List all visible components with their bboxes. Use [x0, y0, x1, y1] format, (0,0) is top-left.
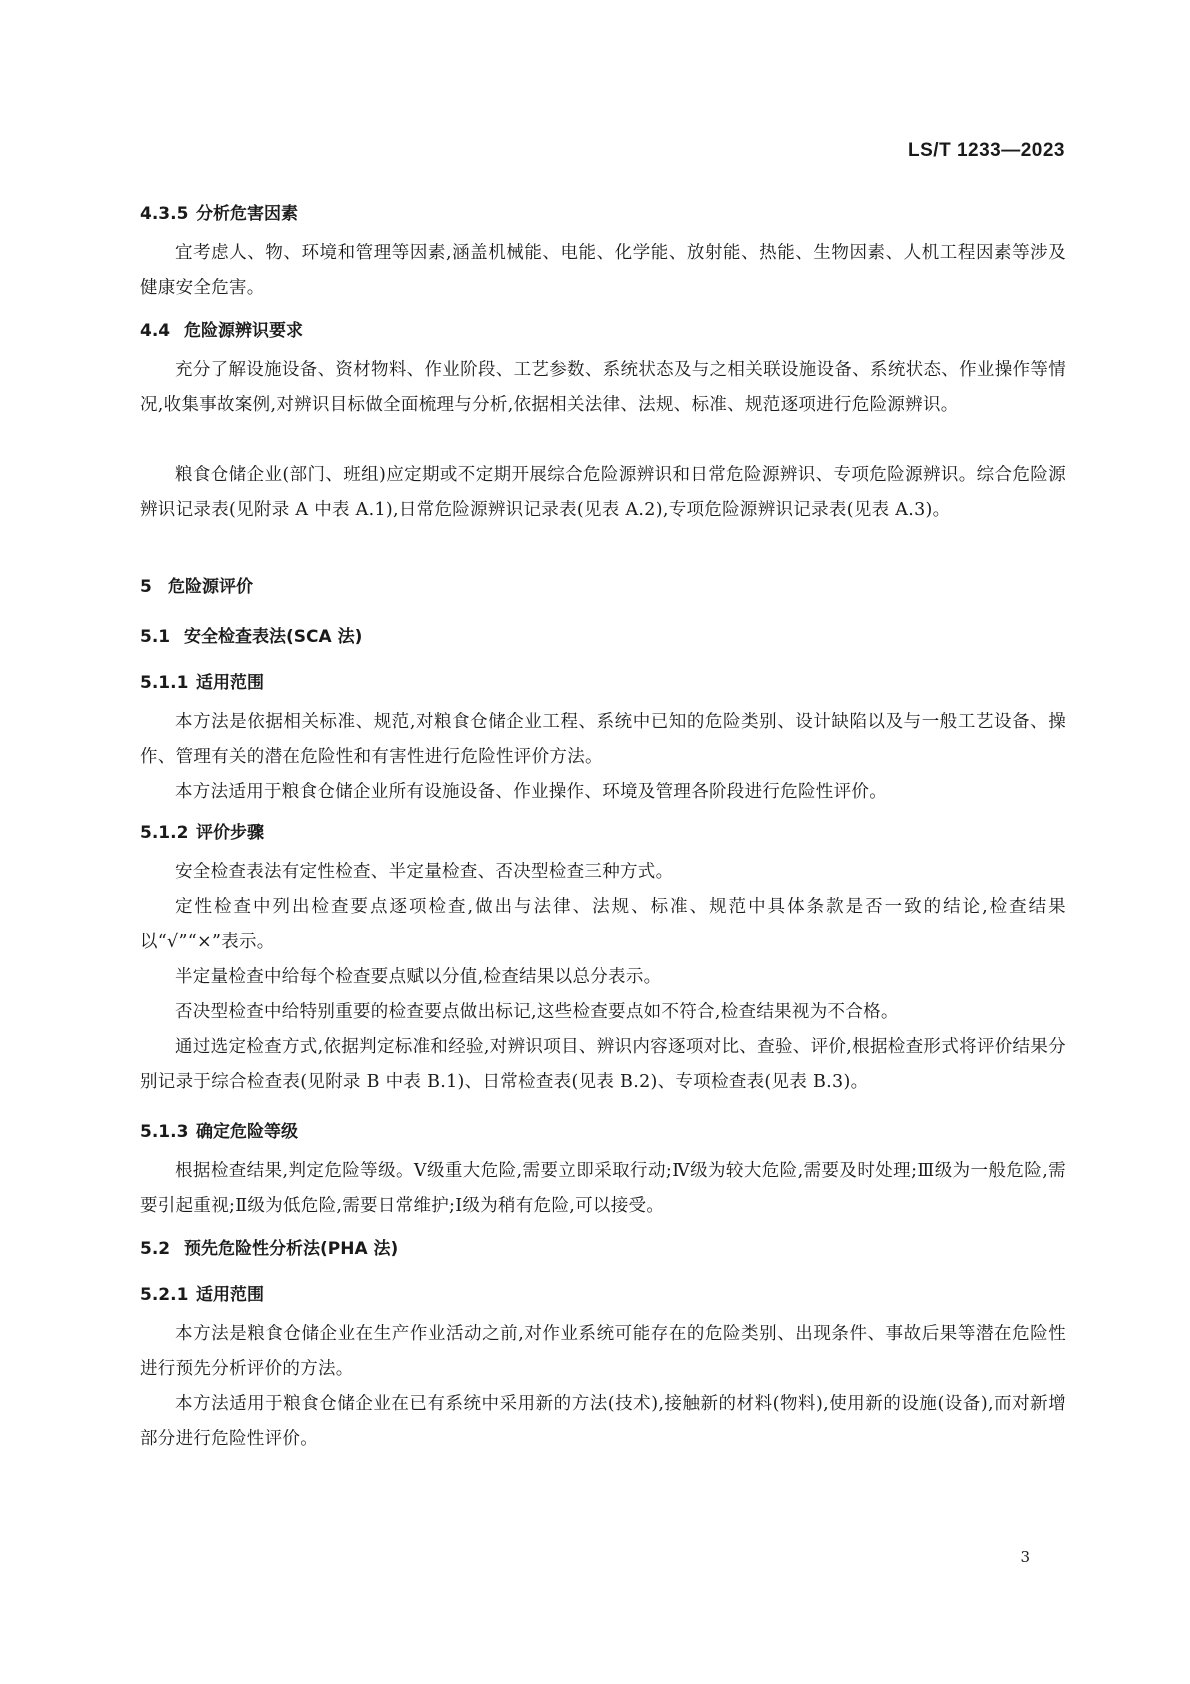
heading-5-2 [140, 1234, 398, 1259]
heading-5-1-2 [140, 818, 264, 843]
heading-title: 预先危险性分析法(PHA 法) [184, 1239, 399, 1259]
heading-number: 5.1.1 [140, 673, 189, 693]
heading-number: 5.2.1 [140, 1285, 189, 1305]
paragraph: 否决型检查中给特别重要的检查要点做出标记,这些检查要点如不符合,检查结果视为不合格。 [175, 1002, 899, 1022]
heading-4-4 [140, 316, 303, 341]
paragraph: 本方法是依据相关标准、规范,对粮食仓储企业工程、系统中已知的危险类别、设计缺陷以及与一般工艺设备、操作、管理有关的潜在危险性和有害性进行危险性评价方法。 [140, 712, 1066, 767]
heading-5 [140, 572, 253, 597]
paragraph: 通过选定检查方式,依据判定标准和经验,对辨识项目、辨识内容逐项对比、查验、评价,根据检查形式将评价结果分别记录于综合检查表(见附录 B 中表 B.1)、日常检查表(见表 B.2)、专项检查表(见表 B.3)。 [140, 1037, 1066, 1092]
heading-5-1-1 [140, 668, 264, 693]
paragraph: 粮食仓储企业(部门、班组)应定期或不定期开展综合危险源辨识和日常危险源辨识、专项危险源辨识。综合危险源辨识记录表(见附录 A 中表 A.1),日常危险源辨识记录表(见表 A.2),专项危险源辨识记录表(见表 A.3)。 [140, 465, 1066, 520]
heading-title: 分析危害因素 [196, 204, 298, 224]
heading-5-1-3 [140, 1117, 298, 1142]
heading-title: 危险源辨识要求 [184, 321, 303, 341]
heading-number: 4.3.5 [140, 204, 189, 224]
heading-title: 适用范围 [196, 673, 264, 693]
heading-number: 5.2 [140, 1239, 171, 1259]
paragraph: 定性检查中列出检查要点逐项检查,做出与法律、法规、标准、规范中具体条款是否一致的结论,检查结果以“√”“×”表示。 [140, 897, 1066, 952]
paragraph: 安全检查表法有定性检查、半定量检查、否决型检查三种方式。 [175, 862, 674, 882]
heading-5-1 [140, 622, 362, 647]
heading-number: 5.1.2 [140, 823, 189, 843]
paragraph: 充分了解设施设备、资材物料、作业阶段、工艺参数、系统状态及与之相关联设施设备、系统状态、作业操作等情况,收集事故案例,对辨识目标做全面梳理与分析,依据相关法律、法规、标准、规范逐项进行危险源辨识。 [140, 360, 1066, 415]
heading-title: 评价步骤 [196, 823, 264, 843]
paragraph: 本方法适用于粮食仓储企业在已有系统中采用新的方法(技术),接触新的材料(物料),使用新的设施(设备),而对新增部分进行危险性评价。 [140, 1394, 1066, 1449]
paragraph: 本方法适用于粮食仓储企业所有设施设备、作业操作、环境及管理各阶段进行危险性评价。 [175, 782, 887, 802]
heading-title: 安全检查表法(SCA 法) [184, 627, 363, 647]
heading-number: 4.4 [140, 321, 171, 341]
paragraph: 本方法是粮食仓储企业在生产作业活动之前,对作业系统可能存在的危险类别、出现条件、事故后果等潜在危险性进行预先分析评价的方法。 [140, 1324, 1066, 1379]
heading-4-3-5 [140, 199, 298, 224]
paragraph: 宜考虑人、物、环境和管理等因素,涵盖机械能、电能、化学能、放射能、热能、生物因素、人机工程因素等涉及健康安全危害。 [140, 243, 1066, 298]
heading-number: 5.1.3 [140, 1122, 189, 1142]
heading-5-2-1 [140, 1280, 264, 1305]
heading-number: 5.1 [140, 627, 171, 647]
heading-number: 5 [140, 577, 152, 597]
heading-title: 确定危险等级 [196, 1122, 298, 1142]
page-number: 3 [1020, 1548, 1030, 1566]
paragraph: 半定量检查中给每个检查要点赋以分值,检查结果以总分表示。 [175, 967, 662, 987]
standard-code: LS/T 1233—2023 [908, 140, 1065, 161]
heading-title: 危险源评价 [168, 577, 253, 597]
heading-title: 适用范围 [196, 1285, 264, 1305]
paragraph: 根据检查结果,判定危险等级。Ⅴ级重大危险,需要立即采取行动;Ⅳ级为较大危险,需要及时处理;Ⅲ级为一般危险,需要引起重视;Ⅱ级为低危险,需要日常维护;Ⅰ级为稍有危险,可以接受。 [140, 1161, 1066, 1216]
